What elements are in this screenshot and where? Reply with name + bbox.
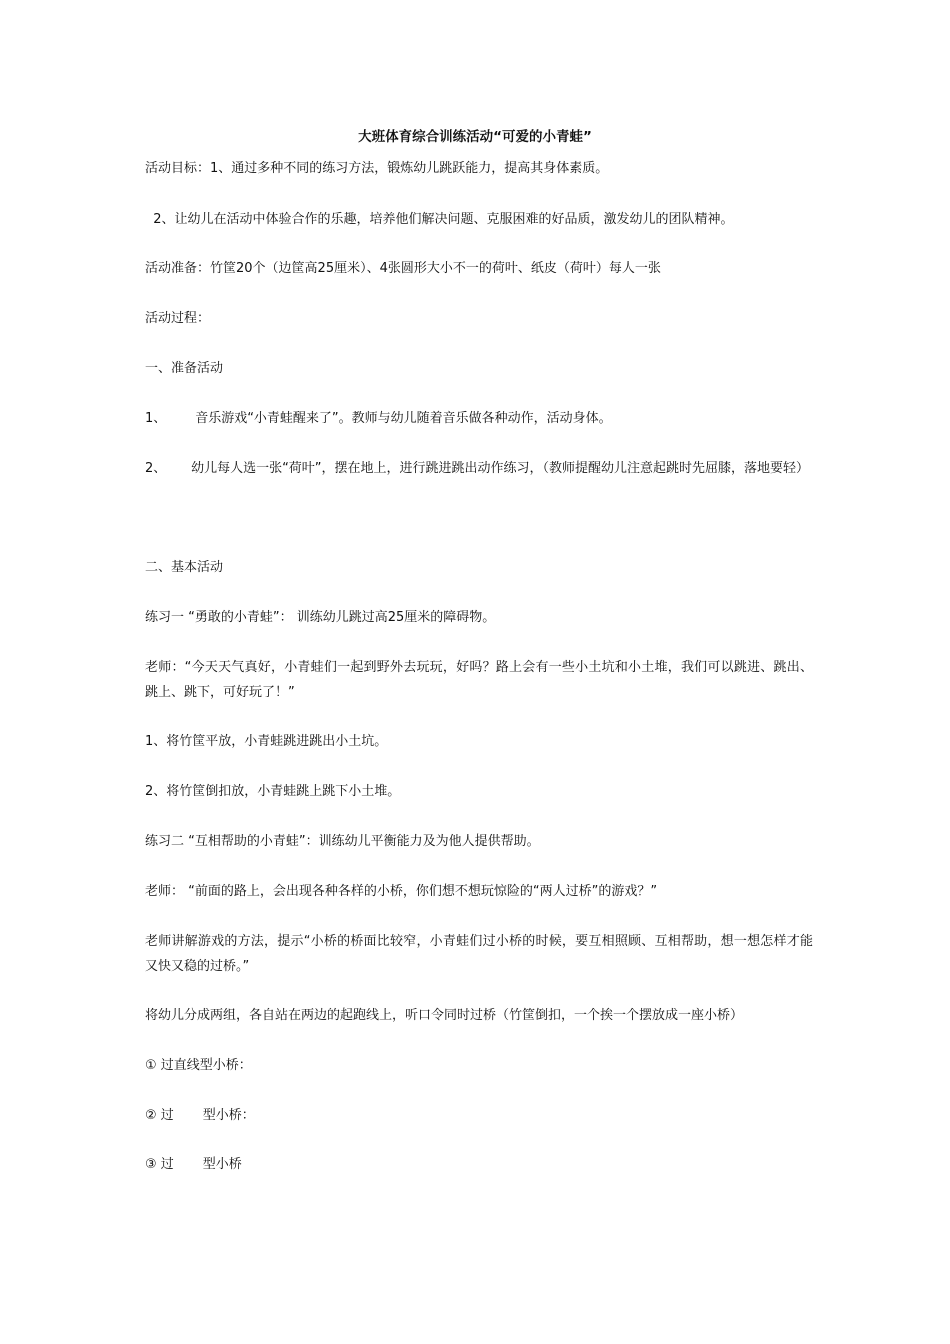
list-item-bridge-3: ③ 过 型小桥 [145,1157,242,1172]
list-item-bridge-2: ② 过 型小桥： [145,1108,255,1123]
list-item-warmup-1: 1、 音乐游戏“小青蛙醒来了”。教师与幼儿随着音乐做各种动作，活动身体。 [145,411,612,426]
paragraph-objective-1: 活动目标：1、通过多种不同的练习方法，锻炼幼儿跳跃能力，提高其身体素质。 [145,161,609,176]
teacher-speech-1: 老师：“今天天气真好，小青蛙们一起到野外去玩玩，好吗？路上会有一些小土坑和小土堆，我们可以跳进、跳出、跳上、跳下，可好玩了！” [145,660,813,700]
paragraph-grouping: 将幼儿分成两组，各自站在两边的起跑线上，听口令同时过桥（竹筐倒扣，一个挨一个摆放成一座小桥） [145,1008,744,1023]
section-heading-warmup: 一、准备活动 [145,361,224,376]
section-heading-basic: 二、基本活动 [145,560,224,575]
list-item-warmup-2: 2、 幼儿每人选一张“荷叶”，摆在地上，进行跳进跳出动作练习，（教师提醒幼儿注意起跳时先屈膝，落地要轻） [145,461,810,476]
exercise-2-heading: 练习二 “互相帮助的小青蛙”：训练幼儿平衡能力及为他人提供帮助。 [145,834,540,849]
teacher-explanation: 老师讲解游戏的方法，提示“小桥的桥面比较窄，小青蛙们过小桥的时候，要互相照顾、互相帮助，想一想怎样才能又快又稳的过桥。” [145,934,813,974]
paragraph-preparation: 活动准备：竹筐20个（边筐高25厘米）、4张圆形大小不一的荷叶、纸皮（荷叶）每人一张 [145,261,661,276]
paragraph-objective-2: 2、让幼儿在活动中体验合作的乐趣，培养他们解决问题、克服困难的好品质，激发幼儿的团队精神。 [145,212,734,227]
paragraph-process-heading: 活动过程： [145,311,211,326]
exercise-1-heading: 练习一 “勇敢的小青蛙”： 训练幼儿跳过高25厘米的障碍物。 [145,610,496,625]
list-item-exercise-1-step-1: 1、将竹筐平放，小青蛙跳进跳出小土坑。 [145,734,388,749]
document-title: 大班体育综合训练活动“可爱的小青蛙” [358,129,592,145]
list-item-bridge-1: ① 过直线型小桥： [145,1058,252,1073]
list-item-exercise-1-step-2: 2、将竹筐倒扣放，小青蛙跳上跳下小土堆。 [145,784,401,799]
teacher-speech-2: 老师： “前面的路上，会出现各种各样的小桥，你们想不想玩惊险的“两人过桥”的游戏？” [145,884,658,899]
